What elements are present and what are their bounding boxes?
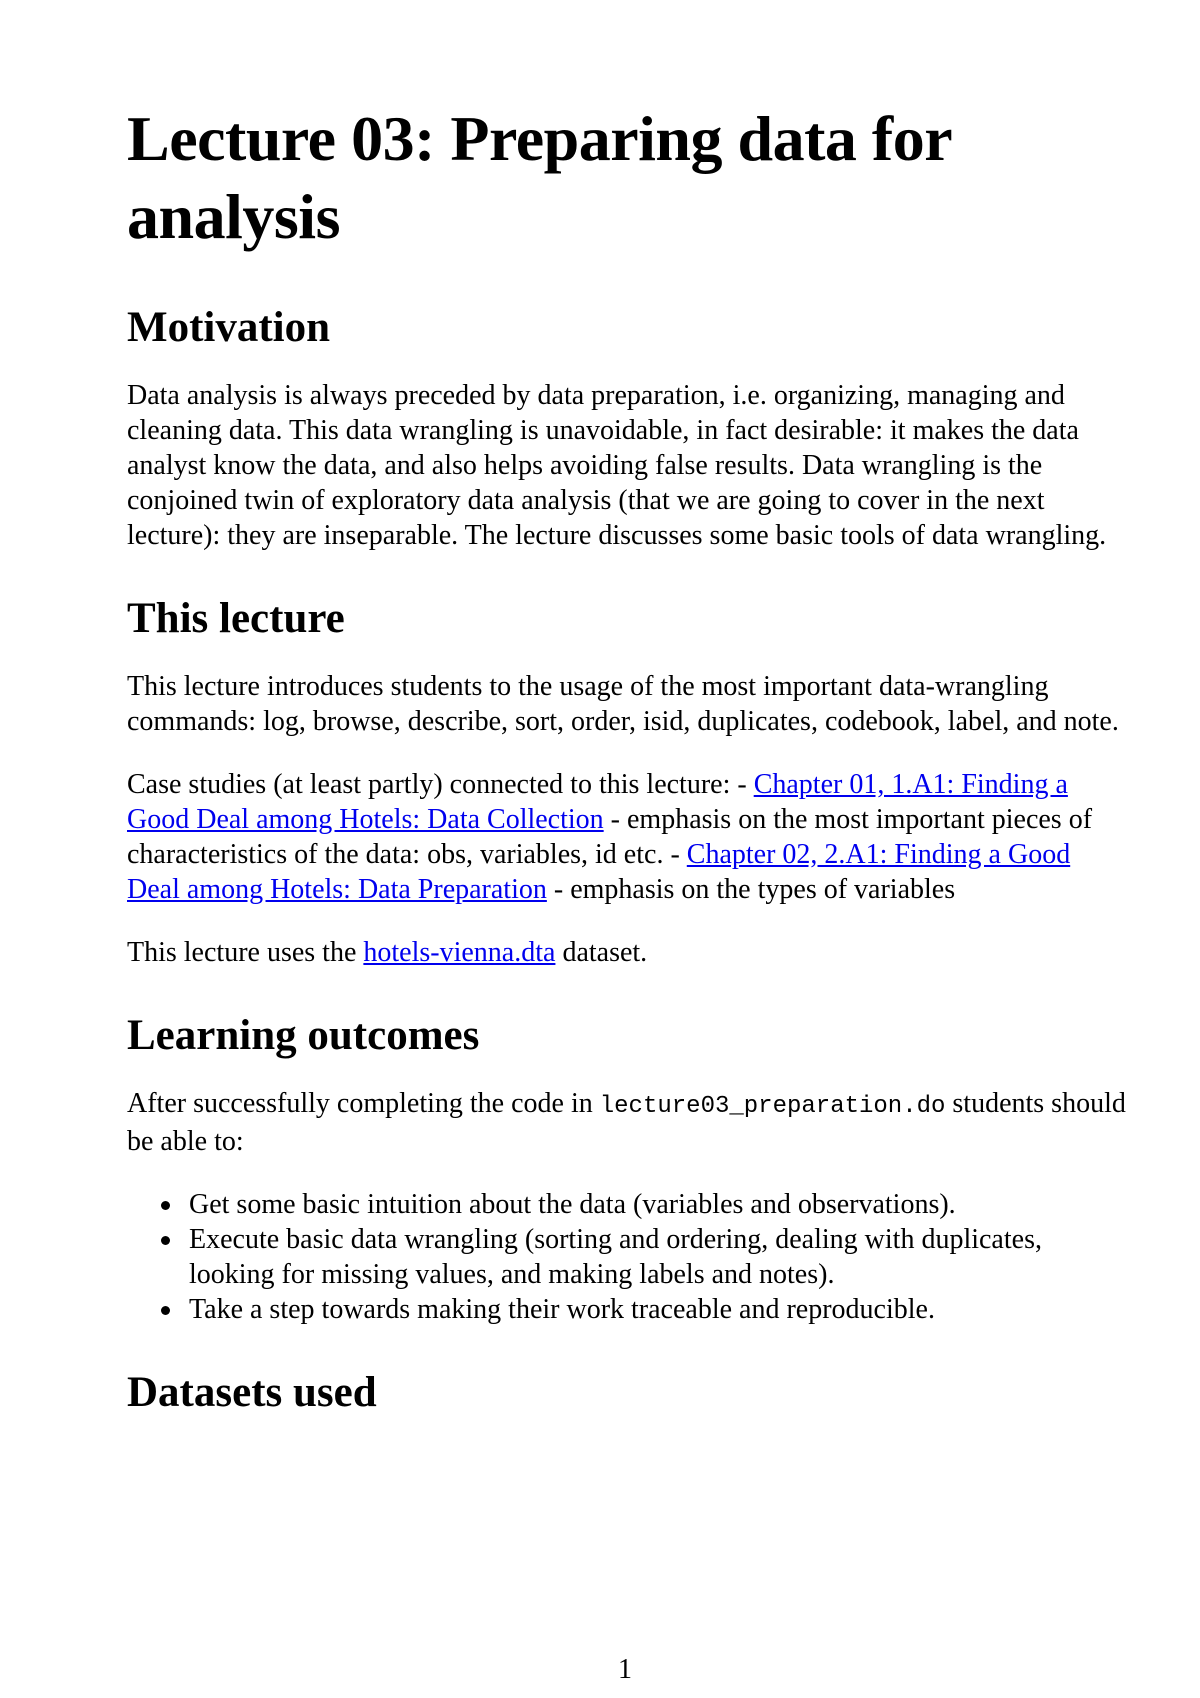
section-motivation — [127, 302, 1127, 553]
chapter-02-link[interactable]: Chapter 02, 2.A1: Finding a Good Deal among Hotels: Data Preparation — [127, 839, 1071, 905]
list-item: Get some basic intuition about the data (variables and observations). — [189, 1187, 1127, 1222]
case-studies-paragraph — [127, 767, 1127, 907]
motivation-paragraph: Data analysis is always preceded by data preparation, i.e. organizing, managing and cleaning data. This data wrangling is unavoidable, in fact desirable: it makes the data analyst know the data, and also helps avoiding false results. Data wrangling is the conjoined twin of exploratory data analysis (that we are going to cover in the next lecture): they are inseparable. The lecture discusses some basic tools of data wrangling. — [127, 380, 1107, 551]
section-this-lecture — [127, 593, 1127, 970]
case-studies-prefix: Case studies (at least partly) connected to this lecture: - — [127, 769, 754, 800]
outcomes-list — [127, 1187, 1127, 1327]
case1-description: - emphasis on the most important pieces of characteristics of the data: obs, variables, id etc. - — [127, 804, 1093, 870]
section-datasets-used — [127, 1367, 1127, 1419]
case2-description: - emphasis on the types of variables — [546, 874, 956, 905]
list-item: Execute basic data wrangling (sorting and ordering, dealing with duplicates, looking for missing values, and making labels and notes). — [189, 1222, 1127, 1292]
heading-datasets-used: Datasets used — [127, 1369, 377, 1416]
document-page — [127, 100, 1127, 1459]
dataset-link[interactable]: hotels-vienna.dta — [363, 937, 556, 968]
page-number: 1 — [618, 1654, 632, 1685]
this-lecture-intro: This lecture introduces students to the usage of the most important data-wrangling commands: log, browse, describe, sort, order, isid, duplicates, codebook, label, and note. — [127, 671, 1119, 737]
chapter-01-link[interactable]: Chapter 01, 1.A1: Finding a Good Deal among Hotels: Data Collection — [127, 769, 1068, 835]
section-learning-outcomes — [127, 1010, 1127, 1327]
learning-outcomes-intro — [127, 1086, 1127, 1159]
heading-this-lecture: This lecture — [127, 595, 345, 642]
page-title: Lecture 03: Preparing data for analysis — [127, 103, 951, 252]
dataset-paragraph — [127, 935, 1127, 970]
heading-learning-outcomes: Learning outcomes — [127, 1012, 480, 1059]
intro-prefix: After successfully completing the code in — [127, 1088, 600, 1119]
list-item: Take a step towards making their work traceable and reproducible. — [189, 1292, 1127, 1327]
heading-motivation: Motivation — [127, 304, 331, 351]
dataset-suffix: dataset. — [555, 937, 648, 968]
intro-suffix: students should be able to: — [127, 1088, 1126, 1157]
dataset-prefix: This lecture uses the — [127, 937, 364, 968]
code-filename: lecture03_preparation.do — [599, 1093, 946, 1120]
